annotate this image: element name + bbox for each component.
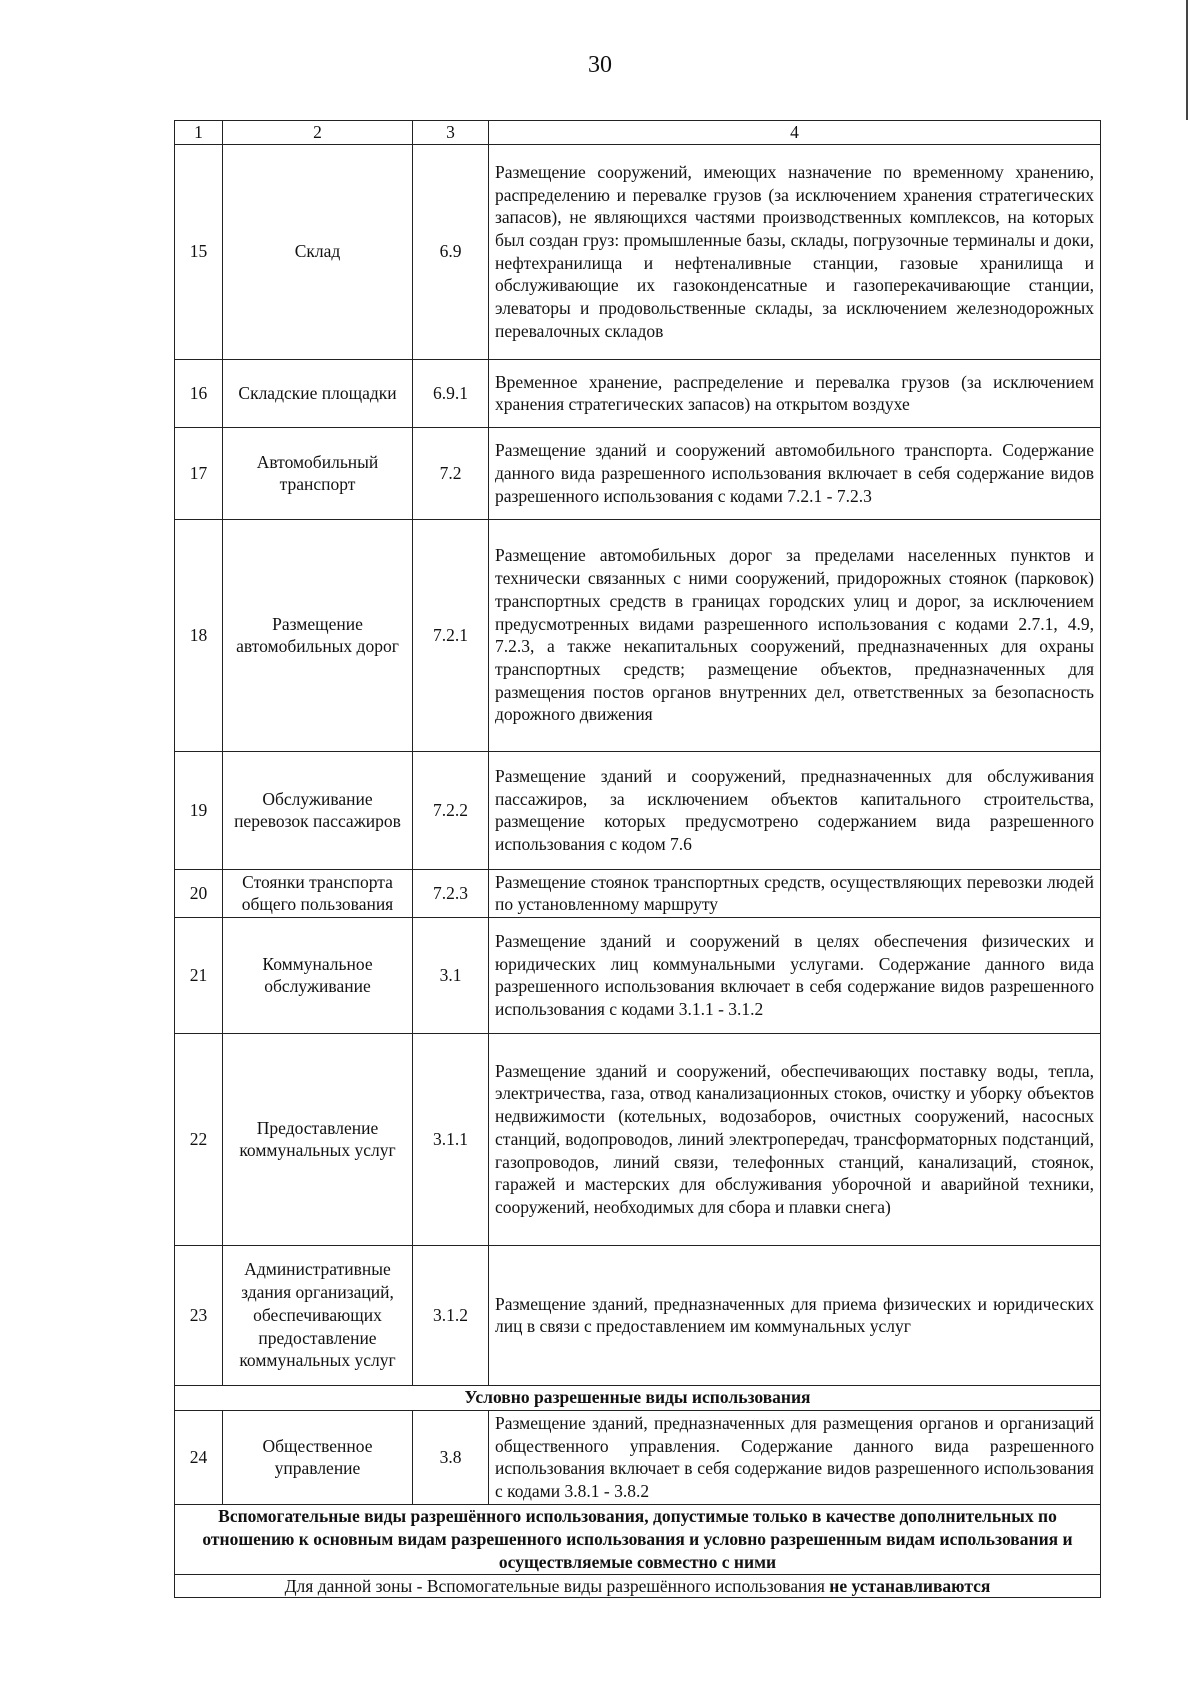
use-name: Стоянки транспорта общего пользования	[223, 869, 413, 917]
use-code: 6.9.1	[413, 359, 489, 427]
use-description: Временное хранение, распределение и перевалка грузов (за исключением хранения стратегических запасов) на открытом воздухе	[489, 359, 1101, 427]
row-number: 18	[175, 519, 223, 751]
use-description: Размещение сооружений, имеющих назначение по временному хранению, распределению и перевалке грузов (за исключением хранения стратегических запасов), не являющихся частями производственных комплексов, на которых был создан груз: промышленные базы, склады, погрузочные терминалы и доки, нефтехранилища и нефтеналивные станции, газовые хранилища и обслуживающие их газоконденсатные и газоперекачивающие станции, элеваторы и продовольственные склады, за исключением железнодорожных перевалочных складов	[489, 144, 1101, 359]
use-code: 7.2.3	[413, 869, 489, 917]
use-name: Предоставление коммунальных услуг	[223, 1033, 413, 1245]
conditional-section-row	[175, 1385, 1101, 1410]
row-number: 22	[175, 1033, 223, 1245]
table-row	[175, 1033, 1101, 1245]
use-name: Склад	[223, 144, 413, 359]
row-number: 17	[175, 427, 223, 519]
header-col-1: 1	[175, 121, 223, 145]
table-row	[175, 519, 1101, 751]
use-description: Размещение стоянок транспортных средств, осуществляющих перевозки людей по установленному маршруту	[489, 869, 1101, 917]
use-name: Размещение автомобильных дорог	[223, 519, 413, 751]
auxiliary-heading: Вспомогательные виды разрешённого использования, допустимые только в качестве дополнительных по отношению к основным видам разрешенного использования и условно разрешенным видам использования и осуществляемые совместно с ними	[175, 1504, 1101, 1574]
zone-note	[175, 1574, 1101, 1598]
use-code: 3.1	[413, 917, 489, 1033]
use-name: Коммунальное обслуживание	[223, 917, 413, 1033]
zone-note-row	[175, 1574, 1101, 1598]
use-description: Размещение зданий и сооружений автомобильного транспорта. Содержание данного вида разрешенного использования включает в себя содержание видов разрешенного использования с кодами 7.2.1 - 7.2.3	[489, 427, 1101, 519]
zone-note-bold: не устанавливаются	[829, 1575, 991, 1596]
row-number: 20	[175, 869, 223, 917]
use-code: 6.9	[413, 144, 489, 359]
use-description: Размещение зданий и сооружений, обеспечивающих поставку воды, тепла, электричества, газа, отвод канализационных стоков, очистку и уборку объектов недвижимости (котельных, водозаборов, очистных сооружений, насосных станций, водопроводов, линий электропередач, трансформаторных подстанций, газопроводов, линий связи, телефонных станций, канализаций, стоянок, гаражей и мастерских для обслуживания уборочной и аварийной техники, сооружений, необходимых для сбора и плавки снега)	[489, 1033, 1101, 1245]
use-code: 3.1.2	[413, 1245, 489, 1385]
use-name: Административные здания организаций, обеспечивающих предоставление коммунальных услуг	[223, 1245, 413, 1385]
use-name: Обслуживание перевозок пассажиров	[223, 751, 413, 869]
header-col-4: 4	[489, 121, 1101, 145]
use-code: 7.2.2	[413, 751, 489, 869]
table-row	[175, 1245, 1101, 1385]
row-number: 15	[175, 144, 223, 359]
table-row	[175, 1410, 1101, 1504]
use-description: Размещение зданий и сооружений в целях обеспечения физических и юридических лиц коммунальными услугами. Содержание данного вида разрешенного использования включает в себя содержание видов разрешенного использования с кодами 3.1.1 - 3.1.2	[489, 917, 1101, 1033]
use-name: Общественное управление	[223, 1410, 413, 1504]
zone-note-prefix: Для данной зоны - Вспомогательные виды разрешённого использования	[284, 1575, 825, 1596]
header-col-2: 2	[223, 121, 413, 145]
use-description: Размещение автомобильных дорог за пределами населенных пунктов и технически связанных с ними сооружений, придорожных стоянок (парковок) транспортных средств в границах городских улиц и дорог, за исключением предусмотренных видами разрешенного использования с кодами 2.7.1, 4.9, 7.2.3, а также некапитальных сооружений, предназначенных для охраны транспортных средств; размещение объектов, предназначенных для размещения постов органов внутренних дел, ответственных за безопасность дорожного движения	[489, 519, 1101, 751]
land-use-table	[174, 120, 1101, 1598]
table-row	[175, 917, 1101, 1033]
table-row	[175, 869, 1101, 917]
row-number: 19	[175, 751, 223, 869]
use-description: Размещение зданий и сооружений, предназначенных для обслуживания пассажиров, за исключением объектов капитального строительства, размещение которых предусмотрено содержанием вида разрешенного использования с кодом 7.6	[489, 751, 1101, 869]
conditional-heading: Условно разрешенные виды использования	[175, 1385, 1101, 1410]
use-code: 7.2.1	[413, 519, 489, 751]
table-row	[175, 427, 1101, 519]
use-description: Размещение зданий, предназначенных для приема физических и юридических лиц в связи с предоставлением им коммунальных услуг	[489, 1245, 1101, 1385]
use-code: 3.1.1	[413, 1033, 489, 1245]
table-row	[175, 751, 1101, 869]
row-number: 21	[175, 917, 223, 1033]
table-row	[175, 144, 1101, 359]
use-code: 7.2	[413, 427, 489, 519]
row-number: 23	[175, 1245, 223, 1385]
page-number: 30	[588, 52, 612, 78]
row-number: 24	[175, 1410, 223, 1504]
use-name: Складские площадки	[223, 359, 413, 427]
scan-edge-line	[1186, 0, 1188, 120]
use-name: Автомобильный транспорт	[223, 427, 413, 519]
table-row	[175, 359, 1101, 427]
table-header-row	[175, 121, 1101, 145]
header-col-3: 3	[413, 121, 489, 145]
use-code: 3.8	[413, 1410, 489, 1504]
use-description: Размещение зданий, предназначенных для размещения органов и организаций общественного управления. Содержание данного вида разрешенного использования включает в себя содержание видов разрешенного использования с кодами 3.8.1 - 3.8.2	[489, 1410, 1101, 1504]
row-number: 16	[175, 359, 223, 427]
auxiliary-section-row	[175, 1504, 1101, 1574]
